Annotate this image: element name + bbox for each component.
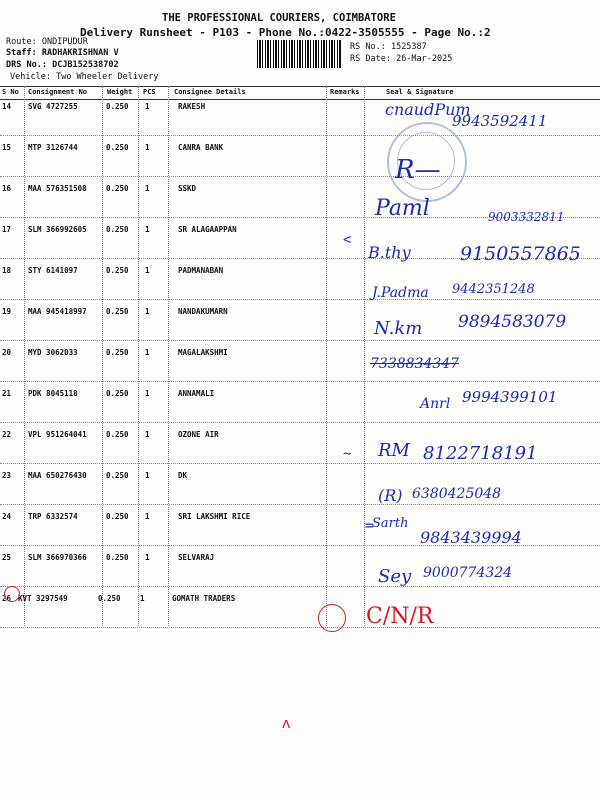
signature-phone: 7338834347	[370, 356, 460, 372]
row-consignment: PDK 8045118	[28, 389, 78, 398]
row-sno: 18	[2, 266, 12, 275]
signature-phone: 9150557865	[460, 243, 581, 265]
remark-mark: =	[365, 518, 374, 534]
col-pcs: PCS	[143, 88, 156, 96]
row-consignee: CANRA BANK	[178, 143, 224, 152]
row-pcs: 1	[145, 143, 150, 152]
row-consignee: SRI LAKSHMI RICE	[178, 512, 251, 521]
col-seal: Seal & Signature	[386, 88, 454, 96]
signature-phone: 9003332811	[488, 210, 565, 224]
row-sno: 21	[2, 389, 12, 398]
signature-phone: 9000774324	[423, 565, 513, 581]
signature-scribble: RM	[378, 440, 410, 461]
row-sno: 15	[2, 143, 12, 152]
row-consignment: SLM 366970366	[28, 553, 87, 562]
signature-scribble: R—	[395, 155, 441, 185]
col-consignment: Consignment No	[28, 88, 88, 96]
page-title: THE PROFESSIONAL COURIERS, COIMBATORE	[162, 12, 396, 24]
red-cnr-note: C/N/R	[366, 604, 434, 629]
table-row	[0, 467, 600, 505]
row-consignee: MAGALAKSHMI	[178, 348, 228, 357]
signature-scribble: Paml	[375, 196, 430, 221]
row-sno: 16	[2, 184, 12, 193]
table-row	[0, 344, 600, 382]
red-circle-mark	[318, 604, 346, 632]
rs-date-line: RS Date: 26-Mar-2025	[350, 54, 453, 64]
row-consignment: SLM 366992605	[28, 225, 87, 234]
row-sno: 20	[2, 348, 12, 357]
row-pcs: 1	[145, 225, 150, 234]
row-pcs: 1	[145, 512, 150, 521]
row-pcs: 1	[145, 553, 150, 562]
signature-phone: 9843439994	[420, 528, 522, 547]
red-circle-mark	[4, 586, 20, 602]
barcode	[257, 40, 341, 68]
row-weight: 0.250	[106, 553, 129, 562]
row-consignee: GOMATH TRADERS	[172, 594, 236, 603]
signature-scribble: Anrl	[420, 396, 451, 412]
signature-scribble: Sarth	[372, 516, 409, 531]
row-weight: 0.250	[98, 594, 121, 603]
row-consignee: SSKD	[178, 184, 197, 193]
row-consignee: SELVARAJ	[178, 553, 215, 562]
staff-line: Staff: RADHAKRISHNAN V	[6, 48, 119, 58]
row-consignment: MYD 3062033	[28, 348, 78, 357]
signature-scribble: B.thy	[368, 243, 411, 262]
row-consignee: OZONE AIR	[178, 430, 219, 439]
row-pcs: 1	[145, 389, 150, 398]
runsheet-subtitle: Delivery Runsheet - P103 - Phone No.:0422-3505555 - Page No.:2	[80, 26, 491, 39]
row-weight: 0.250	[106, 143, 129, 152]
row-consignment: MTP 3126744	[28, 143, 78, 152]
row-weight: 0.250	[106, 348, 129, 357]
col-weight: Weight	[107, 88, 133, 96]
row-pcs: 1	[145, 266, 150, 275]
row-consignee: ANNAMALI	[178, 389, 215, 398]
row-consignment: MAA 945418997	[28, 307, 87, 316]
row-consignment: TRP 6332574	[28, 512, 78, 521]
row-weight: 0.250	[106, 307, 129, 316]
row-pcs: 1	[145, 430, 150, 439]
red-pen-mark: ʌ	[282, 716, 291, 732]
signature-scribble: (R)	[378, 486, 403, 505]
row-sno: 25	[2, 553, 12, 562]
row-consignment: MAA 650276430	[28, 471, 87, 480]
rs-no-line: RS No.: 1525387	[350, 42, 427, 52]
row-sno: 24	[2, 512, 12, 521]
row-weight: 0.250	[106, 266, 129, 275]
row-sno: 22	[2, 430, 12, 439]
row-consignee: RAKESH	[178, 102, 206, 111]
signature-phone: 9994399101	[462, 388, 558, 406]
signature-scribble: cnaudPum	[385, 100, 471, 119]
row-weight: 0.250	[106, 389, 129, 398]
table-row	[0, 139, 600, 177]
row-consignment: STY 6141097	[28, 266, 78, 275]
row-weight: 0.250	[106, 225, 129, 234]
table-row	[0, 590, 600, 628]
signature-phone: 9894583079	[458, 312, 567, 332]
row-sno: 23	[2, 471, 12, 480]
row-consignee: NANDAKUMARN	[178, 307, 228, 316]
row-weight: 0.250	[106, 512, 129, 521]
row-weight: 0.250	[106, 102, 129, 111]
row-consignee: SR ALAGAAPPAN	[178, 225, 237, 234]
col-consignee: Consignee Details	[174, 88, 246, 96]
row-pcs: 1	[145, 307, 150, 316]
row-pcs: 1	[140, 594, 145, 603]
signature-phone: 9943592411	[452, 112, 548, 130]
route-line: Route: ONDIPUDUR	[6, 37, 88, 47]
row-pcs: 1	[145, 184, 150, 193]
row-consignment: MAA 576351508	[28, 184, 87, 193]
row-sno: 26	[2, 594, 12, 603]
row-consignment: KVT 3297549	[18, 594, 68, 603]
row-consignee: PADMANABAN	[178, 266, 224, 275]
remark-mark: ~	[343, 446, 352, 462]
col-remarks: Remarks	[330, 88, 360, 96]
col-sno: S No	[2, 88, 19, 96]
remark-mark: <	[343, 232, 352, 248]
row-pcs: 1	[145, 348, 150, 357]
vehicle-line: Vehicle: Two Wheeler Delivery	[10, 72, 159, 82]
signature-phone: 8122718191	[423, 443, 538, 464]
row-sno: 14	[2, 102, 12, 111]
row-sno: 17	[2, 225, 12, 234]
row-consignment: VPL 951264041	[28, 430, 87, 439]
signature-phone: 9442351248	[452, 282, 535, 297]
signature-scribble: Sey	[378, 566, 412, 587]
signature-scribble: J.Padma	[372, 285, 429, 301]
row-pcs: 1	[145, 471, 150, 480]
row-weight: 0.250	[106, 471, 129, 480]
signature-scribble: N.km	[374, 318, 423, 339]
row-weight: 0.250	[106, 430, 129, 439]
signature-phone: 6380425048	[412, 486, 502, 502]
row-pcs: 1	[145, 102, 150, 111]
row-consignee: DK	[178, 471, 188, 480]
row-weight: 0.250	[106, 184, 129, 193]
row-sno: 19	[2, 307, 12, 316]
row-consignment: SVG 4727255	[28, 102, 78, 111]
drs-line: DRS No.: DCJB152538702	[6, 60, 119, 70]
